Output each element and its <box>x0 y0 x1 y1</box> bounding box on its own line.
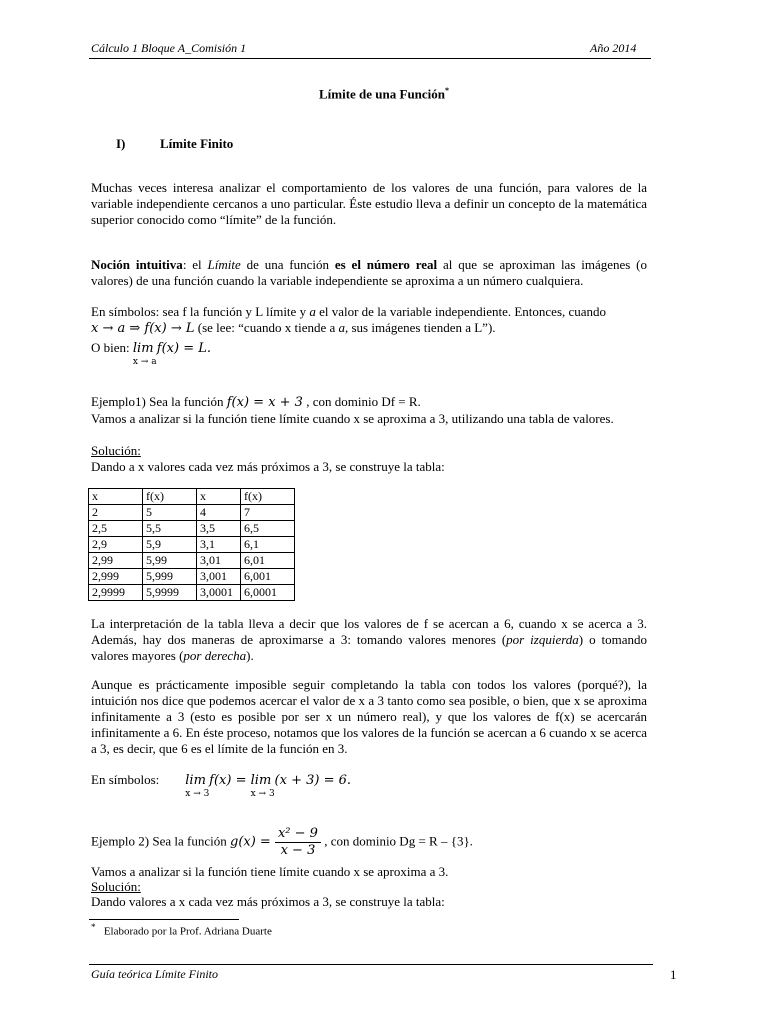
simbolos-line-1 <box>91 304 606 320</box>
interp-paragraph <box>91 616 647 664</box>
lim-subscript: x → 3 <box>185 789 210 799</box>
table-cell: 2,5 <box>89 521 143 537</box>
simbolos-read-1: (se lee: “cuando x tiende a <box>194 320 339 335</box>
table-header-fx: f(x) <box>241 489 295 505</box>
lim-operator <box>185 773 210 799</box>
table-cell: 6,01 <box>241 553 295 569</box>
lim-expression: f(x) = L. <box>156 341 212 356</box>
table-cell: 5,9999 <box>143 585 197 601</box>
table-cell: 3,01 <box>197 553 241 569</box>
fraction-denominator: x − 3 <box>280 843 316 858</box>
table-header-row <box>89 489 295 505</box>
table-header-fx: f(x) <box>143 489 197 505</box>
lim-text: lim <box>185 773 206 788</box>
simbolos-read-2: , sus imágenes tienden a L”). <box>345 320 496 335</box>
obien-line <box>91 340 212 367</box>
footnote <box>91 922 272 938</box>
header-year: Año 2014 <box>590 41 637 55</box>
table-row <box>89 521 295 537</box>
aunque-paragraph: Aunque es prácticamente imposible seguir completando la tabla con todos los valores (porqué?), la intuición nos dice que podemos acercar el valor de x a 3 tanto como sea posible, o bien, que x se aproxima infinitamente a 3 (esto es posible por ser x un número real), y que los valores de f(x) se acercarán infinitamente a 6. En éste proceso, notamos que los valores de la función se acercan a 6 cuando x se acerca a 3, es decir, que 6 es el límite de la función en 3. <box>91 677 647 756</box>
table-cell: 4 <box>197 505 241 521</box>
ensimbolos-line <box>91 772 351 799</box>
nocion-text-1: : el <box>182 257 208 272</box>
nocion-limite: Límite <box>207 257 241 272</box>
table-cell: 3,1 <box>197 537 241 553</box>
table-cell: 6,1 <box>241 537 295 553</box>
footnote-rule <box>89 919 239 920</box>
ejemplo1-domain: , con dominio Df = R. <box>302 394 421 409</box>
ejemplo1-pre: Ejemplo1) Sea la función <box>91 394 227 409</box>
table-row <box>89 505 295 521</box>
obien-label: O bien: <box>91 340 133 355</box>
footer-rule <box>89 964 653 965</box>
ejemplo2-line-3: Dando valores a x cada vez más próximos a 3, se construye la tabla: <box>91 894 445 909</box>
table-cell: 5,9 <box>143 537 197 553</box>
intro-paragraph: Muchas veces interesa analizar el comportamiento de los valores de una función, para valores de la variable independiente cercanos a uno particular. Éste estudio lleva a definir un concepto de la matemática superior conocido como “límite” de la función. <box>91 180 647 227</box>
interp-izquierda: por izquierda <box>506 632 579 647</box>
ejemplo1-function: f(x) = x + 3 <box>226 395 303 410</box>
footer-title: Guía teórica Límite Finito <box>91 967 218 981</box>
ejemplo1-solucion: Solución: <box>91 443 141 458</box>
ejemplo2-gx: g(x) = <box>230 834 275 850</box>
table-cell: 2,99 <box>89 553 143 569</box>
nocion-label: Noción intuitiva <box>91 257 183 272</box>
ejemplo2-domain: , con dominio Dg = R – {3}. <box>320 833 473 849</box>
ensimbolos-expr-2: (x + 3) = 6. <box>274 773 351 788</box>
table-cell: 6,5 <box>241 521 295 537</box>
table-row <box>89 569 295 585</box>
values-table <box>88 488 295 601</box>
simbolos-text-1: En símbolos: sea f la función y L límite y <box>91 304 310 319</box>
table-cell: 3,5 <box>197 521 241 537</box>
ejemplo2-fraction <box>275 826 321 859</box>
lim-operator <box>250 773 275 799</box>
table-cell: 5,99 <box>143 553 197 569</box>
simbolos-text-2: el valor de la variable independiente. Entonces, cuando <box>315 304 607 319</box>
ensimbolos-label: En símbolos: <box>91 772 160 787</box>
table-row <box>89 553 295 569</box>
interp-text-3: ). <box>246 648 254 663</box>
table-row <box>89 537 295 553</box>
ejemplo1-tabla-intro: Dando a x valores cada vez más próximos a 3, se construye la tabla: <box>91 459 445 474</box>
footnote-text: Elaborado por la Prof. Adriana Duarte <box>103 925 272 938</box>
table-header-x: x <box>89 489 143 505</box>
section-title: Límite Finito <box>160 136 234 151</box>
table-header-x: x <box>197 489 241 505</box>
ensimbolos-expr-1: f(x) = <box>209 773 251 788</box>
nocion-text-3: al que se aproximan las imágenes (o valores) de una función cuando la variable independiente se aproxima a un número cualquiera. <box>91 257 647 288</box>
header-course: Cálculo 1 Bloque A_Comisión 1 <box>91 41 247 55</box>
table-cell: 2 <box>89 505 143 521</box>
interp-derecha: por derecha <box>183 648 247 663</box>
ejemplo1-line <box>91 394 421 411</box>
section-number: I) <box>116 136 126 151</box>
lim-text: lim <box>250 773 272 788</box>
simbolos-expression: x → a ⇒ f(x) → L <box>91 321 195 336</box>
simbolos-a: a <box>309 304 316 319</box>
table-cell: 5,5 <box>143 521 197 537</box>
lim-text: lim <box>132 341 154 356</box>
table-cell: 3,001 <box>197 569 241 585</box>
lim-operator <box>132 341 157 367</box>
table-cell: 5 <box>143 505 197 521</box>
header-rule <box>89 58 651 59</box>
fraction-numerator: x² − 9 <box>275 826 321 843</box>
page-number: 1 <box>670 967 677 982</box>
ejemplo1-line-2: Vamos a analizar si la función tiene límite cuando x se aproxima a 3, utilizando una tabla de valores. <box>91 411 614 426</box>
ejemplo2-line-2: Vamos a analizar si la función tiene límite cuando x se aproxima a 3. <box>91 864 449 879</box>
page-title <box>0 86 768 102</box>
ejemplo2-solucion: Solución: <box>91 879 141 894</box>
nocion-text-2: de una función <box>240 257 335 272</box>
table-cell: 6,0001 <box>241 585 295 601</box>
nocion-bold: es el número real <box>334 257 438 272</box>
interp-text-2: ) o tomando valores mayores ( <box>91 632 648 663</box>
lim-subscript: x → a <box>132 357 157 367</box>
simbolos-read-a: a <box>338 320 345 335</box>
table-cell: 2,999 <box>89 569 143 585</box>
title-footnote-mark: * <box>445 86 450 95</box>
ejemplo2-pre: Ejemplo 2) Sea la función <box>91 833 230 849</box>
simbolos-line-2 <box>91 320 496 337</box>
table-cell: 7 <box>241 505 295 521</box>
table-cell: 2,9 <box>89 537 143 553</box>
title-text: Límite de una Función <box>318 86 446 102</box>
footnote-mark: * <box>91 922 96 932</box>
ejemplo2-line <box>91 826 473 859</box>
table-cell: 2,9999 <box>89 585 143 601</box>
table-cell: 5,999 <box>143 569 197 585</box>
table-cell: 3,0001 <box>197 585 241 601</box>
interp-text-1: La interpretación de la tabla lleva a decir que los valores de f se acercan a 6, cuando x se acerca a 3. Además, hay dos maneras de aproximarse a 3: tomando valores menores ( <box>91 616 647 647</box>
nocion-paragraph <box>91 257 647 289</box>
table-row <box>89 585 295 601</box>
table-cell: 6,001 <box>241 569 295 585</box>
lim-subscript: x → 3 <box>250 789 275 799</box>
